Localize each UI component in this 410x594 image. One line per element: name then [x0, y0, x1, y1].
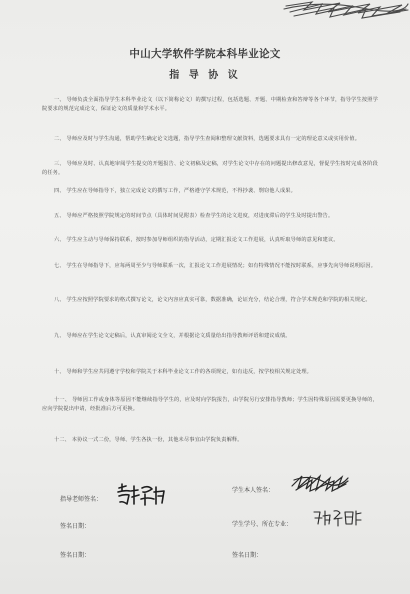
- clause-8: 八、 学生应按照学院要求的格式撰写论文，论文内容应真实可靠，数据准确，论证充分，结论合理，符合学术规范和学院的相关规定。: [54, 297, 371, 303]
- clause-6: 六、 学生应主动与导师保持联系，按时参加导师组织的指导活动，定期汇报论文工作进展，认真听取导师的意见和建议。: [54, 237, 339, 243]
- clause-12: 十二、 本协议一式二份，导师、学生各执一份，其他未尽事宜由学院负责解释。: [54, 437, 243, 443]
- clause-10: 十、 导师和学生应共同遵守学校和学院关于本科毕业论文工作的各项规定，如有违反，按学校相关规定处理。: [54, 369, 312, 375]
- document-subtitle: 指 导 协 议: [169, 70, 241, 81]
- student-signature-label: 学生本人签名：: [232, 487, 275, 494]
- clause-4: 四、 学生应在导师指导下，独立完成论文的撰写工作，严格遵守学术规范，不得抄袭、剽窃他人成果。: [54, 188, 296, 194]
- document-title: 中山大学软件学院本科毕业论文: [129, 48, 281, 60]
- student-handwritten-signature: [290, 472, 350, 494]
- advisor-handwritten-signature: [116, 482, 168, 508]
- clause-7: 七、 学生在导师指导下，应每两周至少与导师联系一次，汇报论文工作进展情况；如有特殊情况不能按时联系，应事先向导师说明原因。: [54, 263, 377, 269]
- clause-5: 五、 导师应严格按照学院规定的时间节点（具体时间见附表）检查学生的论文进度，对进度滞后的学生及时提出警告。: [54, 213, 334, 219]
- sign-date-label-left: 签名日期：: [60, 552, 91, 559]
- clause-2: 二、 导师应及时与学生沟通，帮助学生确定论文选题，指导学生查阅和整理文献资料，选题要求具有一定的理论意义或实用价值。: [54, 136, 361, 142]
- clause-1: 一、 导师负责全面指导学生本科毕业论文（以下简称论文）的撰写过程，包括选题、开题、中期检查和答辩等各个环节，指导学生按照学院要求的规范完成论文，保证论文的质量和学术水平。: [42, 97, 378, 113]
- student-major-handwriting: [312, 508, 362, 528]
- student-date-label: 签名日期：: [232, 552, 263, 559]
- clause-9: 九、 导师应在学生论文定稿后，认真审阅论文全文，并根据论文质量给出指导教师评语和建议成绩。: [54, 333, 291, 339]
- advisor-signature-label: 指导老师签名：: [60, 496, 103, 503]
- student-id-major-label: 学生学号、所在专业：: [232, 521, 293, 528]
- advisor-date-label: 签名日期：: [60, 523, 91, 530]
- redaction-scribble: [282, 0, 410, 20]
- clause-3: 三、 导师应及时、认真地审阅学生提交的开题报告、论文初稿及定稿，对学生论文中存在的问题提出修改意见，督促学生按时完成各阶段的任务。: [42, 161, 378, 177]
- clause-11: 十一、 导师因工作或身体等原因不能继续指导学生的，应及时向学院报告，由学院另行安排指导教师；学生因特殊原因需要更换导师的，应向学院提出申请，经批准后方可更换。: [42, 397, 378, 413]
